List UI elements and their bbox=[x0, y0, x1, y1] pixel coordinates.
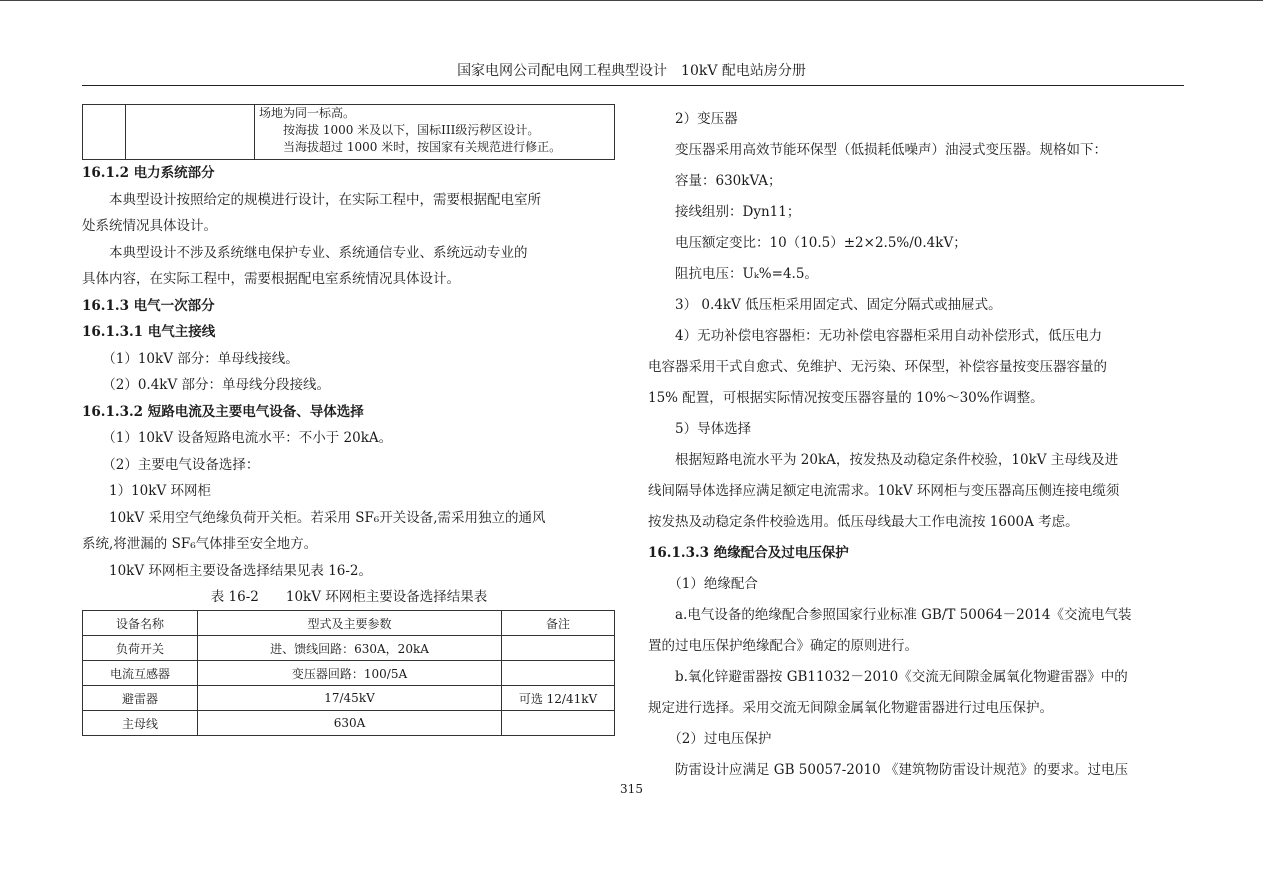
table-cell: 17/45kV bbox=[198, 686, 502, 711]
continued-table-cell bbox=[83, 105, 126, 160]
paragraph-line: （1）10kV 设备短路电流水平：不小于 20kA。 bbox=[82, 430, 393, 446]
table-header-cell: 备注 bbox=[502, 611, 615, 636]
table-cell: 可选 12/41kV bbox=[502, 686, 615, 711]
section-heading: 16.1.3.3 绝缘配合及过电压保护 bbox=[648, 545, 849, 561]
table-caption: 表 16-2 10kV 环网柜主要设备选择结果表 bbox=[210, 589, 488, 605]
paragraph-line: （1）10kV 部分：单母线接线。 bbox=[82, 350, 299, 367]
paragraph-line: 线间隔导体选择应满足额定电流需求。10kV 环网柜与变压器高压侧连接电缆须 bbox=[648, 483, 1120, 499]
paragraph-line: （2）过电压保护 bbox=[648, 731, 772, 747]
paragraph-line: 变压器采用高效节能环保型（低损耗低噪声）油浸式变压器。规格如下： bbox=[648, 142, 1107, 158]
table-row bbox=[83, 636, 615, 661]
paragraph-line: 5）导体选择 bbox=[648, 421, 752, 437]
table-row bbox=[83, 661, 615, 686]
paragraph-line: 处系统情况具体设计。 bbox=[82, 218, 217, 234]
section-heading: 16.1.3.2 短路电流及主要电气设备、导体选择 bbox=[82, 403, 364, 420]
paragraph-line: 10kV 环网柜主要设备选择结果见表 16-2。 bbox=[82, 562, 373, 579]
selection-results-table bbox=[82, 610, 615, 736]
paragraph-line: 根据短路电流水平为 20kA，按发热及动稳定条件校验，10kV 主母线及进 bbox=[648, 452, 1119, 468]
paragraph-line: 按发热及动稳定条件校验选用。低压母线最大工作电流按 1600A 考虑。 bbox=[648, 514, 1079, 530]
paragraph-line: 10kV 采用空气绝缘负荷开关柜。若采用 SF₆开关设备,需采用独立的通风 bbox=[82, 509, 546, 526]
continued-table bbox=[82, 104, 615, 160]
paragraph-line: （2）主要电气设备选择： bbox=[82, 456, 260, 473]
continued-table-cell bbox=[255, 105, 615, 160]
paragraph-line: 4）无功补偿电容器柜：无功补偿电容器柜采用自动补偿形式，低压电力 bbox=[648, 328, 1103, 344]
paragraph-line: 15% 配置，可根据实际情况按变压器容量的 10%～30%作调整。 bbox=[648, 390, 1044, 406]
paragraph-line: 系统,将泄漏的 SF₆气体排至安全地方。 bbox=[82, 536, 318, 552]
paragraph-line: 规定进行选择。采用交流无间隙金属氧化物避雷器进行过电压保护。 bbox=[648, 700, 1053, 716]
paragraph-line: （1）绝缘配合 bbox=[648, 576, 758, 592]
table-header-cell: 型式及主要参数 bbox=[198, 611, 502, 636]
paragraph-line: 3） 0.4kV 低压柜采用固定式、固定分隔式或抽屉式。 bbox=[648, 297, 1002, 313]
table-header-row bbox=[83, 611, 615, 636]
paragraph-line: 1）10kV 环网柜 bbox=[82, 483, 211, 499]
header-rule bbox=[82, 85, 1184, 86]
table-cell: 避雷器 bbox=[83, 686, 198, 711]
paragraph-line: a.电气设备的绝缘配合参照国家行业标准 GB/T 50064－2014《交流电气装 bbox=[648, 607, 1132, 623]
paragraph-line: 2）变压器 bbox=[648, 111, 738, 127]
page-number: 315 bbox=[620, 782, 643, 796]
paragraph-line: 本典型设计按照给定的规模进行设计，在实际工程中，需要根据配电室所 bbox=[82, 191, 541, 208]
right-column bbox=[648, 104, 1186, 786]
paragraph-line: 防雷设计应满足 GB 50057-2010 《建筑物防雷设计规范》的要求。过电压 bbox=[648, 762, 1128, 778]
paragraph-line: 阻抗电压：Uₖ%=4.5。 bbox=[648, 266, 818, 282]
table-header-cell: 设备名称 bbox=[83, 611, 198, 636]
paragraph-line: 置的过电压保护绝缘配合》确定的原则进行。 bbox=[648, 638, 918, 654]
left-column bbox=[82, 104, 616, 736]
paragraph-line: 本典型设计不涉及系统继电保护专业、系统通信专业、系统远动专业的 bbox=[82, 244, 528, 261]
table-cell bbox=[502, 711, 615, 736]
table-cell: 负荷开关 bbox=[83, 636, 198, 661]
table-cell: 630A bbox=[198, 711, 502, 736]
continued-table-cell bbox=[126, 105, 255, 160]
table-row bbox=[83, 711, 615, 736]
table-cell: 主母线 bbox=[83, 711, 198, 736]
paragraph-line: 电容器采用干式自愈式、免维护、无污染、环保型，补偿容量按变压器容量的 bbox=[648, 359, 1107, 375]
section-heading: 16.1.3.1 电气主接线 bbox=[82, 324, 216, 340]
paragraph-line: 容量：630kVA； bbox=[648, 173, 782, 189]
table-cell bbox=[502, 636, 615, 661]
section-heading: 16.1.3 电气一次部分 bbox=[82, 297, 215, 314]
paragraph-line: （2）0.4kV 部分：单母线分段接线。 bbox=[82, 377, 331, 393]
continued-table-line: 当海拔超过 1000 米时，按国家有关规范进行修正。 bbox=[259, 140, 562, 154]
paragraph-line: b.氧化锌避雷器按 GB11032－2010《交流无间隙金属氧化物避雷器》中的 bbox=[648, 669, 1128, 685]
table-cell: 进、馈线回路：630A，20kA bbox=[198, 636, 502, 661]
continued-table-line: 场地为同一标高。 bbox=[259, 106, 356, 120]
continued-table-line: 按海拔 1000 米及以下，国标III级污秽区设计。 bbox=[259, 123, 540, 137]
page-header: 国家电网公司配电网工程典型设计 10kV 配电站房分册 bbox=[457, 63, 806, 79]
top-border bbox=[0, 0, 1263, 1]
table-cell bbox=[502, 661, 615, 686]
paragraph-line: 接线组别：Dyn11； bbox=[648, 204, 801, 220]
table-row bbox=[83, 686, 615, 711]
table-cell: 电流互感器 bbox=[83, 661, 198, 686]
table-cell: 变压器回路：100/5A bbox=[198, 661, 502, 686]
paragraph-line: 具体内容，在实际工程中，需要根据配电室系统情况具体设计。 bbox=[82, 271, 460, 287]
paragraph-line: 电压额定变比：10（10.5）±2×2.5%/0.4kV； bbox=[648, 235, 967, 251]
section-heading: 16.1.2 电力系统部分 bbox=[82, 165, 215, 181]
